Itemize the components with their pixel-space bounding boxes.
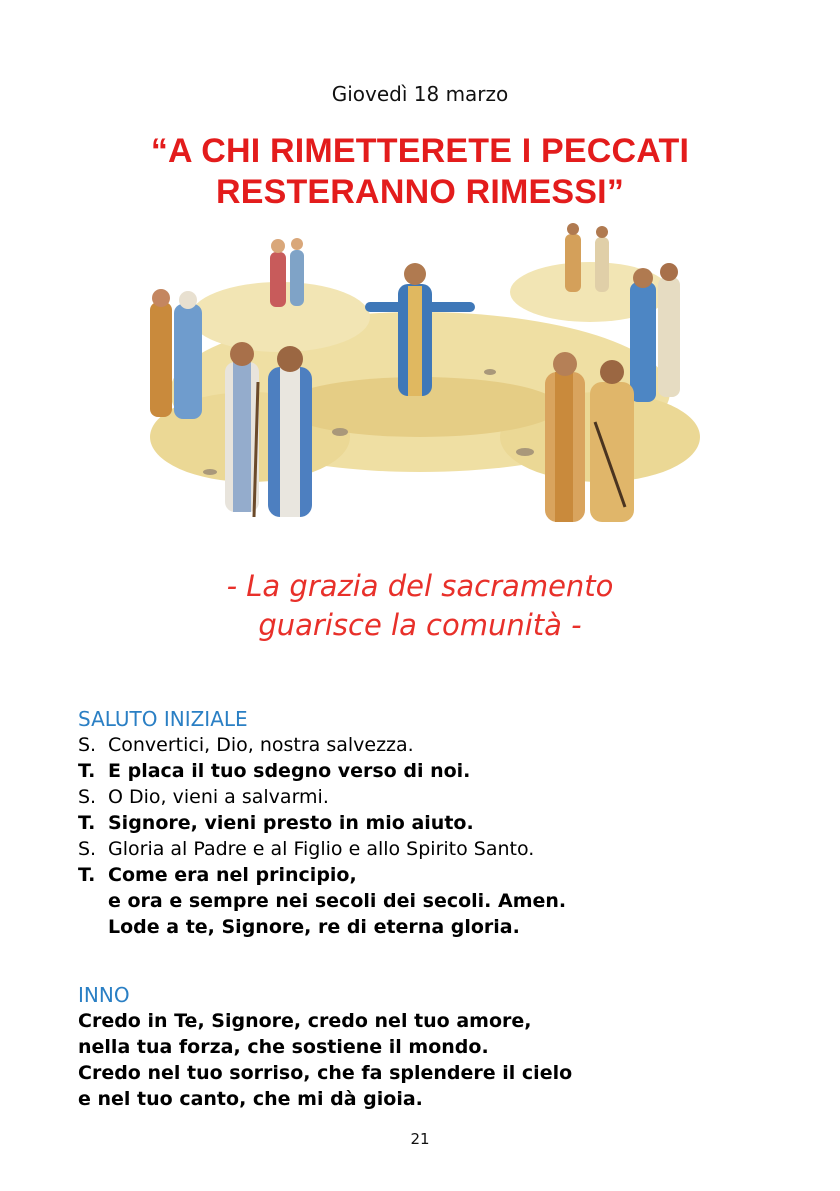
left-group (150, 289, 202, 419)
speaker-label: S. (78, 786, 97, 808)
subtitle (0, 567, 840, 645)
hymn-line: Credo nel tuo sorriso, che fa splendere il cielo (78, 1062, 573, 1084)
saluto-heading: SALUTO INIZIALE (78, 707, 248, 731)
subtitle-line-2: guarisce la comunità - (258, 608, 582, 642)
title-line-2: RESTERANNO RIMESSI” (215, 173, 625, 211)
inno-section (78, 982, 572, 1112)
speaker-label: S. (78, 838, 97, 860)
page-title (0, 131, 840, 213)
inno-heading: INNO (78, 983, 130, 1007)
line-text: Gloria al Padre e al Figlio e allo Spirito Santo. (108, 838, 535, 860)
line-text: Convertici, Dio, nostra salvezza. (108, 734, 414, 756)
speaker-label: T. (78, 812, 96, 834)
saluto-line (78, 784, 566, 810)
line-text: Come era nel principio, (108, 864, 357, 886)
saluto-continuation: e ora e sempre nei secoli dei secoli. Amen. (108, 890, 567, 912)
page-date: Giovedì 18 marzo (331, 82, 509, 106)
saluto-line (78, 810, 566, 836)
title-line-1: “A CHI RIMETTERETE I PECCATI (150, 132, 690, 170)
speaker-label: T. (78, 760, 96, 782)
saluto-line (78, 732, 566, 758)
saluto-continuation: Lode a te, Signore, re di eterna gloria. (108, 916, 520, 938)
saluto-line (78, 862, 566, 888)
hymn-line: Credo in Te, Signore, credo nel tuo amore, (78, 1010, 532, 1032)
subtitle-line-1: - La grazia del sacramento (226, 569, 614, 603)
line-text: Signore, vieni presto in mio aiuto. (108, 812, 474, 834)
hymn-line: e nel tuo canto, che mi dà gioia. (78, 1088, 423, 1110)
speaker-label: T. (78, 864, 96, 886)
saluto-line (78, 758, 566, 784)
page-number: 21 (410, 1130, 430, 1148)
hymn-line: nella tua forza, che sostiene il mondo. (78, 1036, 489, 1058)
line-text: E placa il tuo sdegno verso di noi. (108, 760, 471, 782)
saluto-line (78, 836, 566, 862)
apostles-illustration (130, 222, 710, 532)
speaker-label: S. (78, 734, 97, 756)
line-text: O Dio, vieni a salvarmi. (108, 786, 329, 808)
saluto-section (78, 706, 566, 940)
